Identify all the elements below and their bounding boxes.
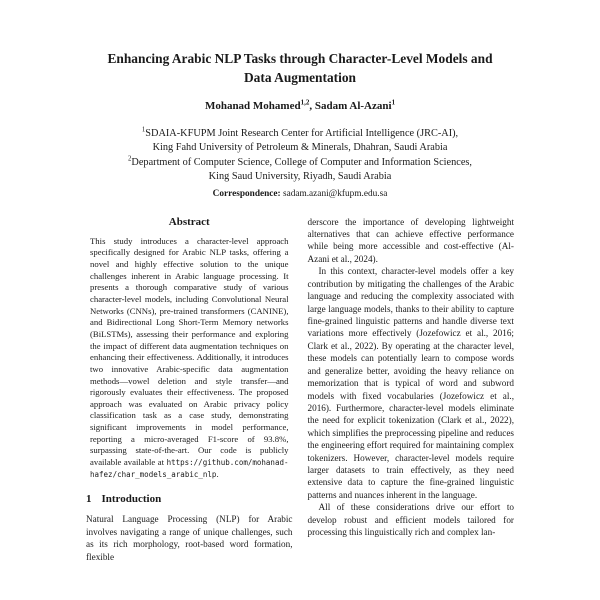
section-title: Introduction (101, 493, 162, 506)
correspondence-email-link[interactable]: sadam.azani@kfupm.edu.sa (282, 188, 388, 199)
author-2-affiliation-marker: 1 (391, 98, 396, 107)
section-number: 1 (86, 493, 92, 506)
affiliation-1-text: SDAIA-KFUPM Joint Research Center for Artificial Intelligence (JRC-AI), (145, 128, 459, 139)
affiliation-1-marker: 1 (141, 126, 146, 134)
abstract-heading: Abstract (168, 215, 210, 228)
correspondence-label: Correspondence: (212, 188, 281, 199)
code-repository-link[interactable]: https://github.com/mohanad-hafez/char_models_arabic_nlp (90, 458, 289, 479)
paper-title: Enhancing Arabic NLP Tasks through Character-Level Models and Data Augmentation (107, 51, 493, 85)
two-column-body (86, 216, 514, 563)
section-heading-introduction (86, 493, 293, 505)
author-2-name: Sadam Al-Azani (314, 100, 392, 112)
author-1 (205, 100, 315, 112)
author-1-name: Mohanad Mohamed (204, 100, 301, 112)
affiliation-1-line-2: King Fahd University of Petroleum & Minerals, Dhahran, Saudi Arabia (152, 142, 448, 154)
introduction-paragraph-1: Natural Language Processing (NLP) for Arabic involves navigating a range of unique challenges, such as its rich morphology, root-based word formation, flexible (86, 514, 293, 562)
affiliation-2-text: Department of Computer Science, College of Computer and Information Sciences, (131, 156, 472, 168)
affiliation-1-line-1 (86, 127, 514, 141)
right-column-paragraph-2: In this context, character-level models offer a key contribution by mitigating the challenges of the Arabic language and reducing the complexity associated with large language models, thanks to their ability to capture fine-grained linguistic patterns and handle diverse text variations more effectively (Jozefowicz et al., 2016; Clark et al., 2022). By operating at the character level, these models can potentially learn to compose words and generalize better, avoiding the heavy reliance on memorization that is typical of word and subword models with fixed vocabularies (Jozefowicz et al., 2016). Furthermore, character-level models eliminate the need for explicit tokenization (Clark et al., 2022), which simplifies the preprocessing pipeline and reduces the engineering effort required for maintaining complex tokenizers. However, character-level models require larger datasets to train effectively, as they need extensive data to capture the fine-grained linguistic patterns and nuances inherent in the language. (307, 266, 514, 500)
author-separator: , (309, 100, 315, 112)
author-2 (315, 100, 395, 112)
affiliations-block (86, 127, 514, 185)
left-column (86, 216, 293, 563)
right-column (308, 216, 515, 563)
abstract-text-end: . (216, 468, 219, 479)
affiliation-2-line-1 (86, 156, 514, 170)
correspondence-line (86, 189, 514, 199)
right-column-paragraph-1: derscore the importance of developing lightweight alternatives that can achieve effective performance while being more accessible and cost-effective (Al-Azani et al., 2024). (307, 216, 514, 264)
author-1-affiliation-marker: 1,2 (300, 98, 310, 107)
affiliation-2-line-2: King Saud University, Riyadh, Saudi Arabia (208, 171, 392, 183)
abstract-text: This study introduces a character-level approach specifically designed for Arabic NLP tasks, offering a novel and highly effective solution to the unique challenges inherent in Arabic language processing. It presents a thorough comparative study of various character-level models, including Convolutional Neural Networks (CNNs), pre-trained transformers (CANINE), and Bidirectional Long Short-Term Memory networks (BiLSTMs), assessing their performance and exploring the impact of different data augmentation techniques on enhancing their effectiveness. Additionally, it introduces two innovative Arabic-specific data augmentation methods—vowel deletion and style transfer—and rigorously evaluates their effectiveness. The proposed approach was evaluated on Arabic privacy policy classification task as a case study, demonstrating significant improvements in model performance, reporting a micro-averaged F1-score of 93.8%, surpassing state-of-the-art. Our code is publicly available available at (90, 235, 289, 468)
affiliation-2-marker: 2 (128, 155, 132, 163)
right-column-paragraph-3: All of these considerations drive our effort to develop robust and efficient models tailored for processing this linguistically rich and complex lan- (307, 502, 514, 538)
authors-line (86, 100, 514, 112)
abstract-paragraph (86, 236, 293, 481)
